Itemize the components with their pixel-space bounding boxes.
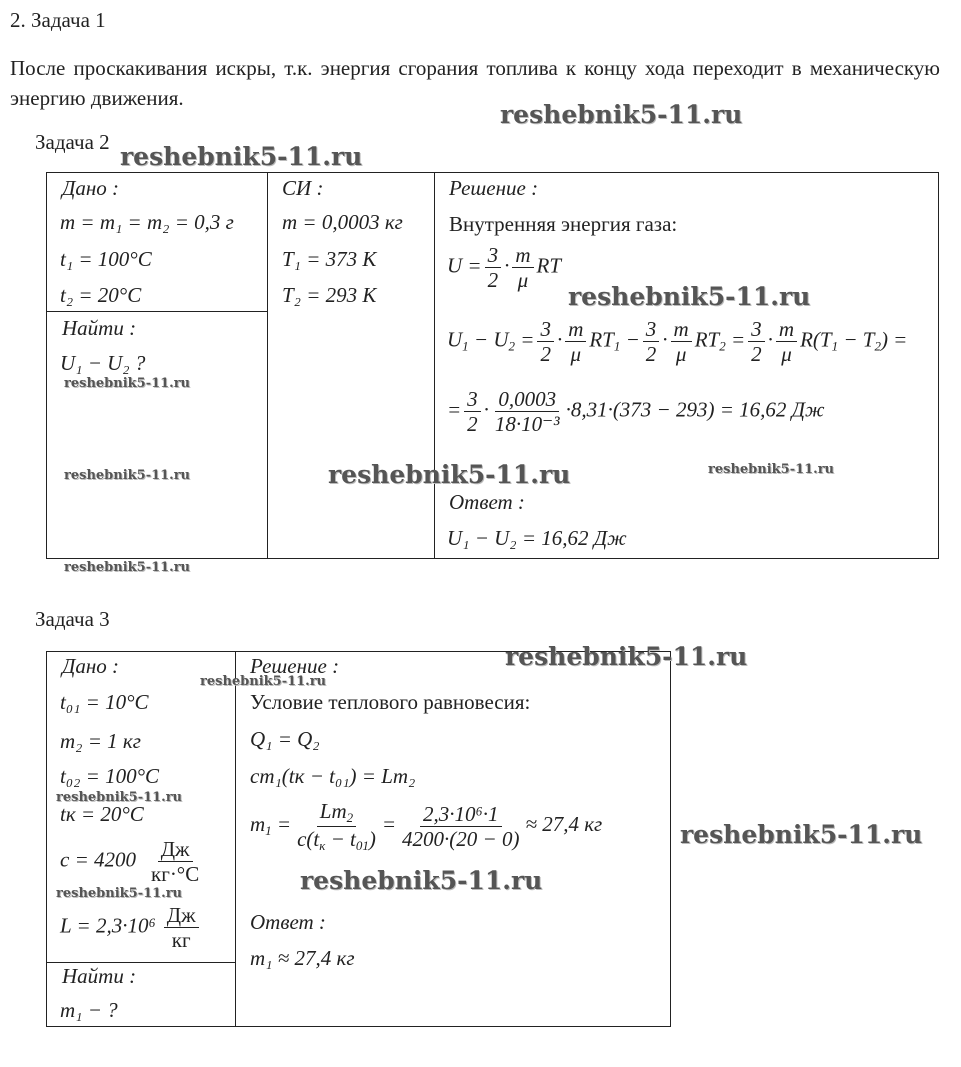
watermark: reshebnik5-11.ru <box>300 866 543 895</box>
watermark: reshebnik5-11.ru <box>64 560 191 575</box>
solution-label: Решение : <box>250 654 340 678</box>
watermark: reshebnik5-11.ru <box>200 674 327 689</box>
watermark: reshebnik5-11.ru <box>120 142 363 171</box>
given-tk: tк = 20°C <box>60 802 144 826</box>
watermark: reshebnik5-11.ru <box>64 376 191 391</box>
table-divider <box>434 172 435 559</box>
given-m2: m₂ = 1 кг <box>60 729 141 753</box>
find-value: U₁ − U₂ ? <box>60 351 146 375</box>
formula-mass-calculation: $m_1$ = $\frac{Lm_2}{c(t_к - t_{01})}$ = $\frac{\text{2,3·10⁶·1}}{4200\cdot(20 - 0)}$ ≈ 27,4 кг <box>250 799 603 853</box>
table-divider <box>46 962 235 963</box>
equation-heat-expanded: cm₁(tк − t₀₁) = Lm₂ <box>250 764 416 788</box>
watermark: reshebnik5-11.ru <box>328 460 571 489</box>
watermark: reshebnik5-11.ru <box>500 100 743 129</box>
si-mass: m = 0,0003 кг <box>282 210 403 234</box>
watermark: reshebnik5-11.ru <box>56 886 183 901</box>
watermark: reshebnik5-11.ru <box>64 468 191 483</box>
answer-label: Ответ : <box>250 910 326 934</box>
watermark: reshebnik5-11.ru <box>505 642 748 671</box>
task1-text: После проскакивания искры, т.к. энергия сгорания топлива к концу хода переходит в механическую энергию движения. <box>10 56 940 110</box>
si-T1: T₁ = 373 К <box>282 247 377 271</box>
given-label: Дано : <box>62 176 120 200</box>
task3-title: Задача 3 <box>35 607 110 631</box>
answer-value: U₁ − U₂ = 16,62 Дж <box>447 526 627 550</box>
given-latent-heat: L = 2,3·10⁶ $\frac{Дж}{кг}$ <box>60 904 202 951</box>
watermark: reshebnik5-11.ru <box>568 282 811 311</box>
given-label: Дано : <box>62 654 120 678</box>
given-specific-heat: c = 4200 $\frac{Дж}{кг\cdot^\circ C}$ <box>60 837 200 887</box>
formula-internal-energy: U = $\frac{3}{2}$ · $\frac{m}{\mu}$ RT <box>447 243 562 293</box>
watermark: reshebnik5-11.ru <box>56 790 183 805</box>
find-label: Найти : <box>62 316 137 340</box>
find-value: m₁ − ? <box>60 998 118 1022</box>
given-t02: t₀₂ = 100°C <box>60 764 160 788</box>
answer-value: m₁ ≈ 27,4 кг <box>250 946 355 970</box>
watermark: reshebnik5-11.ru <box>708 462 835 477</box>
table-divider <box>267 172 268 559</box>
solution-intro: Внутренняя энергия газа: <box>449 212 678 236</box>
task1-title: 2. Задача 1 <box>10 8 106 32</box>
formula-energy-difference: $U_1 - U_2$ = $\frac{3}{2}$ · $\frac{m}{\mu}$ $RT_1$ − $\frac{3}{2}$ · $\frac{m}{\mu}$ $RT_2$ = $\frac{3}{2}$ · $\frac{m}{\mu}$ $R(T_1 - T_2)$ = <box>447 317 908 367</box>
given-t1: t₁ = 100°C <box>60 247 152 271</box>
given-t2: t₂ = 20°C <box>60 283 142 307</box>
watermark: reshebnik5-11.ru <box>680 820 923 849</box>
answer-label: Ответ : <box>449 490 525 514</box>
si-T2: T₂ = 293 К <box>282 283 377 307</box>
table-divider <box>235 651 236 1027</box>
formula-calculation: = $\frac{3}{2}$ · $\frac{0,0003}{\text{18·10⁻³}}$ ·8,31·(373 − 293) = 16,62 Дж <box>447 387 825 437</box>
task2-title: Задача 2 <box>35 130 110 154</box>
find-label: Найти : <box>62 964 137 988</box>
solution-intro: Условие теплового равновесия: <box>250 690 531 714</box>
table-divider <box>46 311 267 312</box>
si-label: СИ : <box>282 176 324 200</box>
given-t01: t₀₁ = 10°C <box>60 690 149 714</box>
given-mass: m = m₁ = m₂ = 0,3 г <box>60 210 234 234</box>
solution-label: Решение : <box>449 176 539 200</box>
equation-heat-balance: Q₁ = Q₂ <box>250 727 320 751</box>
